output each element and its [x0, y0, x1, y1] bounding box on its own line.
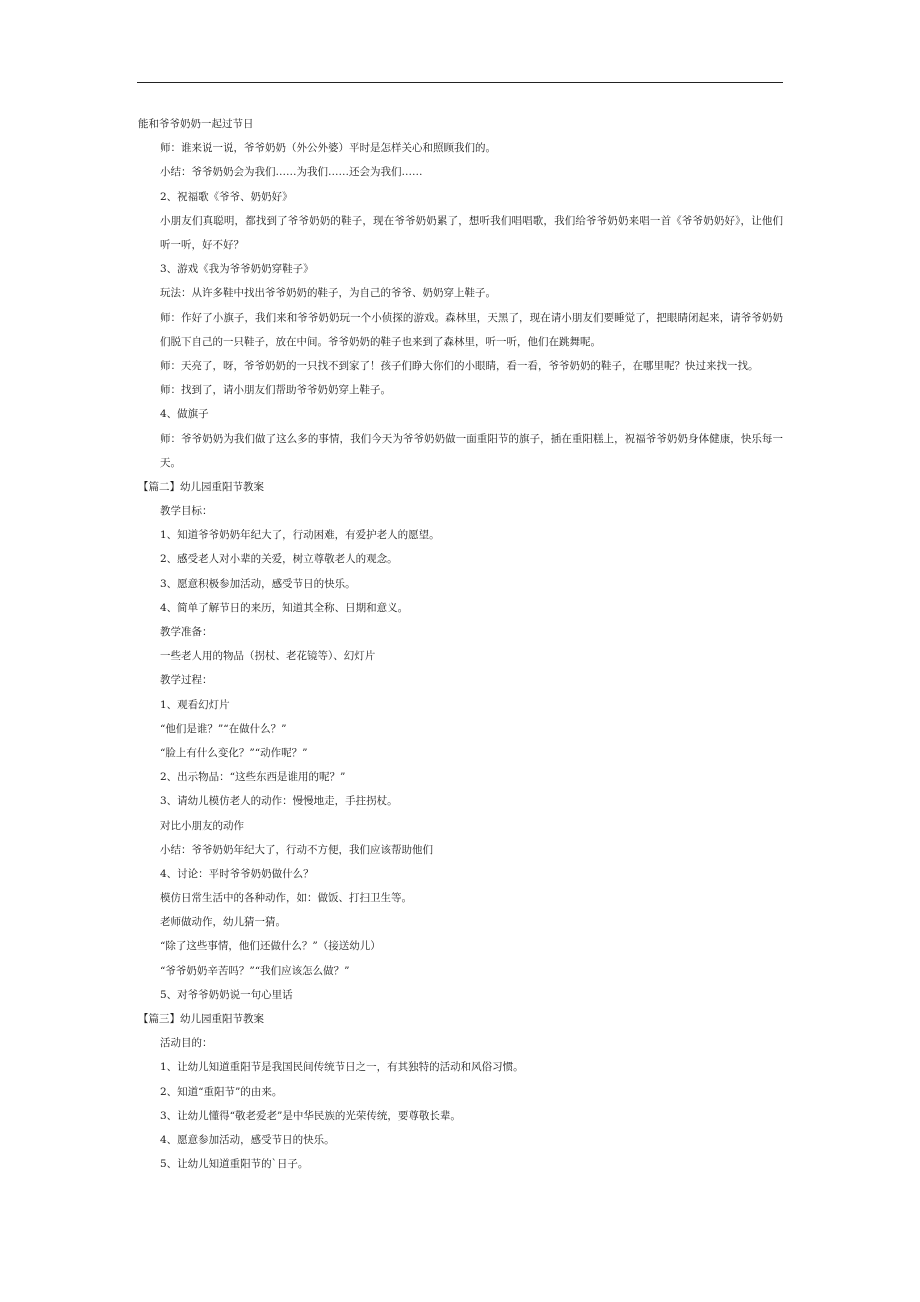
text-line: 师：爷爷奶奶为我们做了这么多的事情，我们今天为爷爷奶奶做一面重阳节的旗子，插在重阳糕上，祝福爷爷奶奶身体健康，快乐每一天。 — [160, 432, 783, 469]
text-line: 活动目的： — [160, 1037, 213, 1050]
text-line: 3、愿意积极参加活动，感受节日的快乐。 — [160, 577, 356, 590]
section-heading: 【篇二】幼儿园重阳节教案 — [138, 480, 264, 493]
text-line: “脸上有什么变化？”“动作呢？” — [160, 746, 308, 759]
text-line: 模仿日常生活中的各种动作，如：做饭、打扫卫生等。 — [160, 892, 412, 905]
text-line: 1、让幼儿知道重阳节是我国民间传统节日之一，有其独特的活动和风俗习惯。 — [160, 1061, 524, 1074]
document-body — [138, 112, 783, 1176]
text-line: 玩法：从许多鞋中找出爷爷奶奶的鞋子，为自己的爷爷、奶奶穿上鞋子。 — [160, 287, 496, 300]
text-line: 教学过程： — [160, 674, 213, 687]
text-line: 师：找到了，请小朋友们帮助爷爷奶奶穿上鞋子。 — [160, 384, 391, 397]
text-line: 4、愿意参加活动，感受节日的快乐。 — [160, 1133, 335, 1146]
text-line: 3、请幼儿模仿老人的动作：慢慢地走，手拄拐杖。 — [160, 795, 398, 808]
text-line: 2、祝福歌《爷爷、奶奶好》 — [160, 190, 293, 203]
text-line: 2、知道“重阳节”的由来。 — [160, 1085, 283, 1098]
text-line: 小结：爷爷奶奶会为我们……为我们……还会为我们…… — [160, 166, 423, 179]
text-line: 4、简单了解节日的来历，知道其全称、日期和意义。 — [160, 601, 409, 614]
text-line: 教学准备： — [160, 626, 213, 639]
text-line: 小结：爷爷奶奶年纪大了，行动不方便，我们应该帮助他们 — [160, 843, 433, 856]
text-line: 老师做动作，幼儿猜一猜。 — [160, 916, 286, 929]
text-line: 5、对爷爷奶奶说一句心里话 — [160, 988, 293, 1001]
text-line: 教学目标： — [160, 505, 213, 518]
header-rule — [137, 82, 783, 83]
text-line: “爷爷奶奶辛苦吗？”“我们应该怎么做？” — [160, 964, 350, 977]
text-line: 对比小朋友的动作 — [160, 819, 244, 832]
text-line: 能和爷爷奶奶一起过节日 — [138, 118, 254, 130]
text-line: 2、出示物品：“这些东西是谁用的呢？” — [160, 771, 346, 784]
text-line: 1、知道爷爷奶奶年纪大了，行动困难，有爱护老人的愿望。 — [160, 529, 440, 542]
text-line: 5、让幼儿知道重阳节的`日子。 — [160, 1158, 309, 1171]
text-line: 师：作好了小旗子，我们来和爷爷奶奶玩一个小侦探的游戏。森林里，天黑了，现在请小朋友们要睡觉了，把眼睛闭起来，请爷爷奶奶们脱下自己的一只鞋子，放在中间。爷爷奶奶的鞋子也来到了森林里，听一听，他们在跳舞呢。 — [160, 311, 783, 348]
section-heading: 【篇三】幼儿园重阳节教案 — [138, 1013, 264, 1026]
text-line: “除了这些事情，他们还做什么？”（接送幼儿） — [160, 940, 381, 953]
text-line: 3、游戏《我为爷爷奶奶穿鞋子》 — [160, 263, 314, 276]
text-line: 4、讨论：平时爷爷奶奶做什么？ — [160, 867, 314, 880]
text-line: 小朋友们真聪明，都找到了爷爷奶奶的鞋子，现在爷爷奶奶累了，想听我们唱唱歌，我们给爷爷奶奶来唱一首《爷爷奶奶好》，让他们听一听，好不好？ — [160, 214, 783, 251]
text-line: 2、感受老人对小辈的关爱，树立尊敬老人的观念。 — [160, 553, 398, 566]
text-line: 3、让幼儿懂得“敬老爱老”是中华民族的光荣传统，要尊敬长辈。 — [160, 1109, 461, 1122]
text-line: 师：天亮了，呀，爷爷奶奶的一只找不到家了！孩子们睁大你们的小眼睛，看一看，爷爷奶奶的鞋子，在哪里呢？快过来找一找。 — [160, 359, 759, 372]
text-line: 师：谁来说一说，爷爷奶奶（外公外婆）平时是怎样关心和照顾我们的。 — [160, 142, 496, 155]
text-line: 1、观看幻灯片 — [160, 698, 230, 711]
text-line: 一些老人用的物品（拐杖、老花镜等）、幻灯片 — [160, 650, 376, 663]
text-line: 4、做旗子 — [160, 408, 209, 421]
text-line: “他们是谁？”“在做什么？” — [160, 722, 287, 735]
